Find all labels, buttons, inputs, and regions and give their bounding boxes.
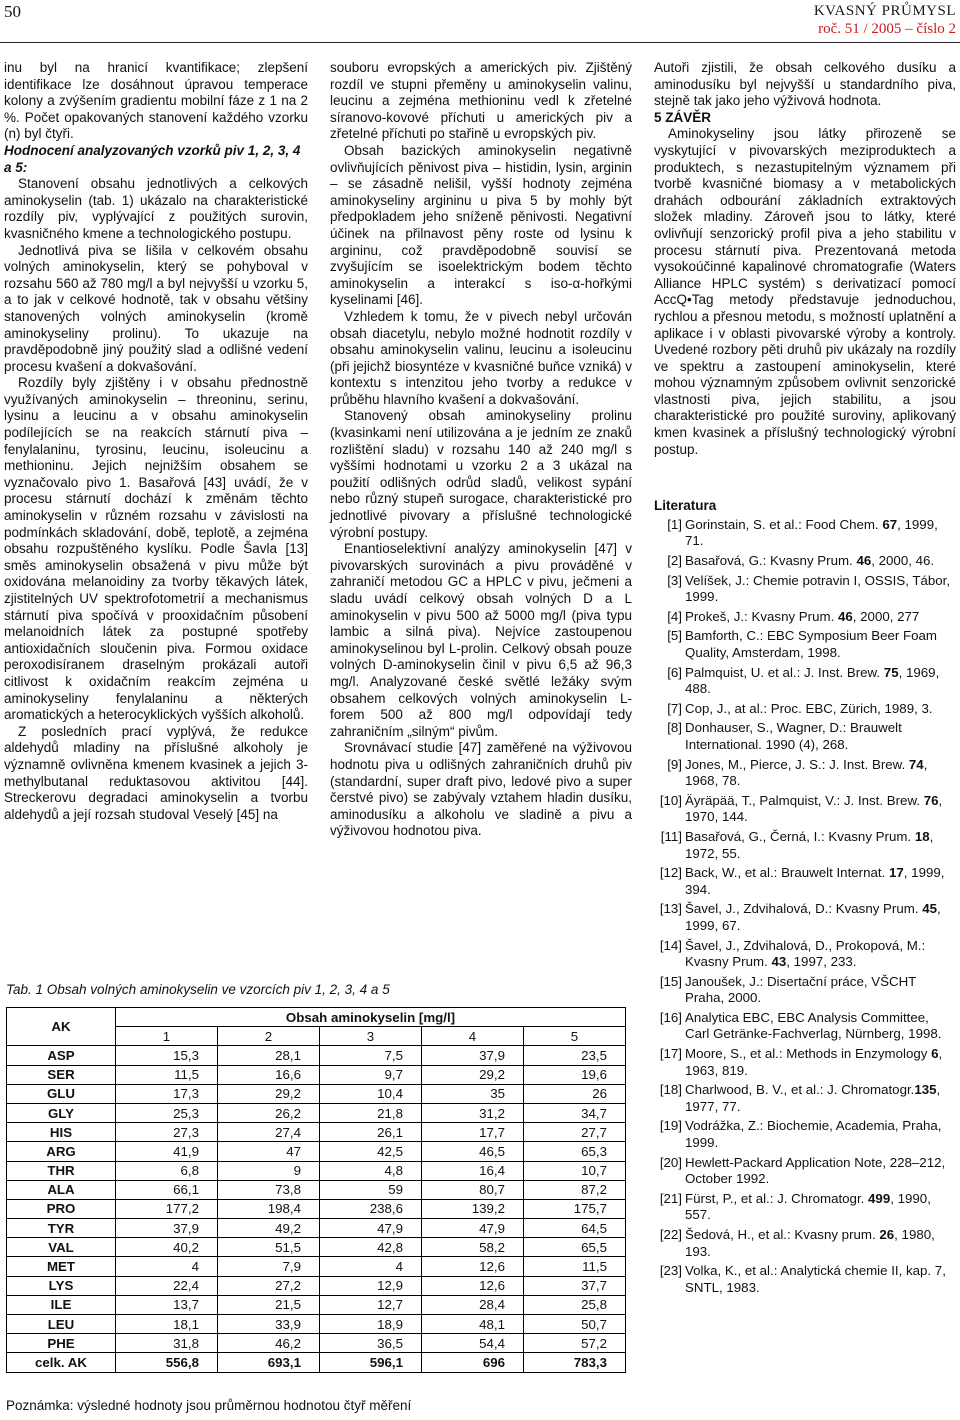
paragraph: souboru evropských a amerických piv. Zjištěný rozdíl ve stupni přeměny u aminokyselin valinu, leucinu a zejména methioninu vedl k zřetelné síranovo-kovové příchuti u amerických piv a zřetelné příchuti po stařině u evropských piv.	[330, 60, 632, 142]
table-cell: 37,7	[524, 1276, 626, 1295]
amino-acid-label: LEU	[7, 1315, 116, 1334]
table-row	[7, 1161, 626, 1180]
table-cell: 12,6	[422, 1276, 524, 1295]
reference-text: Prokeš, J.: Kvasny Prum.	[685, 608, 838, 624]
reference-item	[654, 628, 956, 661]
reference-volume: 135	[914, 1082, 937, 1098]
reference-tail: , 2000, 277	[852, 608, 920, 624]
header-rule	[0, 42, 960, 43]
table-cell: 556,8	[116, 1353, 218, 1372]
table-row	[7, 1219, 626, 1238]
table-header-group: Obsah aminokyselin [mg/l]	[116, 1008, 626, 1027]
reference-volume: 75	[883, 664, 899, 680]
table-cell: 28,1	[218, 1046, 320, 1065]
table-cell: 34,7	[524, 1103, 626, 1122]
reference-text: Charlwood, B. V., et al.: J. Chromatogr.	[685, 1082, 915, 1098]
table-cell: 19,6	[524, 1065, 626, 1084]
table-cell: 28,4	[422, 1295, 524, 1314]
table-cell: 59	[320, 1180, 422, 1199]
journal-issue: roč. 51 / 2005 – číslo 2	[818, 21, 956, 37]
table-cell: 21,5	[218, 1295, 320, 1314]
reference-text: Šedová, H., et al.: Kvasny prum.	[685, 1227, 880, 1242]
table-header-sample: 1	[116, 1027, 218, 1046]
paragraph: Z posledních prací vyplývá, že redukce aldehydů mladiny na příslušné alkoholy je významně ovlivněna kmenem kvasinek a jejich 3-methylbutanal reduktasovou aktivitou [44]. Streckerovu degradaci aminokyselin a tvorbu aldehydů a její rozsah studoval Veselý [45] na	[4, 723, 308, 822]
table-cell: 26	[524, 1084, 626, 1103]
table-cell: 139,2	[422, 1199, 524, 1218]
reference-tail: , 1980, 193.	[685, 1227, 935, 1259]
reference-item	[654, 553, 956, 570]
table-row	[7, 1065, 626, 1084]
section-title: 5 ZÁVĚR	[654, 109, 712, 125]
table-cell: 4	[320, 1257, 422, 1276]
reference-number: [18]	[659, 1082, 682, 1098]
reference-tail: , 1997, 233.	[786, 954, 857, 970]
reference-item	[654, 573, 956, 606]
reference-volume: 46	[856, 553, 872, 569]
reference-number: [16]	[659, 1009, 682, 1025]
table-cell: 58,2	[422, 1238, 524, 1257]
subheading: Hodnocení analyzovaných vzorků piv 1, 2, 3, 4 a 5:	[4, 142, 301, 175]
table-cell: 87,2	[524, 1180, 626, 1199]
table-cell: 35	[422, 1084, 524, 1103]
reference-text: Šavel, J., Zdvihalová, D., Prokopová, M.: Kvasny Prum.	[685, 937, 926, 970]
reference-text: Vodrážka, Z.: Biochemie, Academia, Praha, 1999.	[685, 1118, 942, 1151]
table-header-sample: 2	[218, 1027, 320, 1046]
table-cell: 17,3	[116, 1084, 218, 1103]
reference-item	[654, 1227, 956, 1260]
reference-tail: , 1999, 394.	[685, 865, 945, 897]
table-cell: 26,1	[320, 1123, 422, 1142]
reference-volume: 18	[914, 828, 930, 844]
reference-volume: 17	[888, 865, 904, 881]
reference-text: Jones, M., Pierce, J. S.: J. Inst. Brew.	[685, 756, 909, 772]
table-cell: 696	[422, 1353, 524, 1372]
reference-volume: 67	[882, 516, 898, 532]
amino-acid-table	[6, 1007, 626, 1373]
table-cell: 46,5	[422, 1142, 524, 1161]
references-title: Literatura	[654, 498, 717, 514]
paragraph: Srovnávací studie [47] zaměřené na výživovou hodnotu piva u odlišných zahraničních druhů piv (standardní, super draft pivo, ledové pivo a super čerstvé pivo) se zabývaly vztahem hladin dusíku, aminodusíku a alkoholu ve sladině a pivu a výživovou hodnotou piva.	[330, 740, 632, 839]
table-header-sample: 5	[524, 1027, 626, 1046]
reference-volume: 46	[837, 608, 853, 624]
reference-text: Volka, K., et al.: Analytická chemie II, kap. 7, SNTL, 1983.	[685, 1263, 946, 1295]
table-cell: 9,7	[320, 1065, 422, 1084]
reference-tail: , 1972, 55.	[685, 828, 934, 861]
table-cell: 27,7	[524, 1123, 626, 1142]
table-cell: 22,4	[116, 1276, 218, 1295]
table-cell: 37,9	[422, 1046, 524, 1065]
table-cell: 11,5	[524, 1257, 626, 1276]
table-cell: 29,2	[218, 1084, 320, 1103]
reference-item	[654, 938, 956, 971]
paragraph: Rozdíly byly zjištěny i v obsahu přednostně využívaných aminokyselin – threoninu, serinu, lysinu a leucinu a v obsahu aminokyselin podílejících se na reakcích stárnutí piva – fenylalaninu, tyrosinu, leucinu, isoleucinu a methioninu. Jejich nejnižším obsahem se vyznačovalo pivo 1. Basařová [43] uvádí, že v procesu stárnutí dochází k změnám těchto aminokyselin v různém rozsahu v závislosti na podmínkách skladování, době, teplotě, a zejména obsahu rozpuštěného kyslíku. Podle Šavla [13] směs aminokyselin obsažená v pivu může být oxidována melanoidiny za tvorby těkavých látek, zjistitelných UV spektrofotometrií a mechanismus stárnutí piva spočívá v prooxidačním působení melanoidních látek za postupné spotřeby antioxidačních sloučenin piva. Formou oxidace peroxodisíranem draselným prokázali autoři citlivost k oxidačním reakcím zejména u aminokyseliny fenylalaninu a některých aromatických a heterocyklických vyšších alkoholů.	[4, 375, 308, 723]
table-cell: 50,7	[524, 1315, 626, 1334]
reference-text: Back, W., et al.: Brauwelt Internat.	[685, 865, 889, 881]
table-cell: 175,7	[524, 1199, 626, 1218]
table-row	[7, 1257, 626, 1276]
table-cell: 783,3	[524, 1353, 626, 1372]
table-cell: 18,1	[116, 1315, 218, 1334]
table-row	[7, 1238, 626, 1257]
column-middle	[330, 60, 632, 840]
reference-number: [7]	[667, 700, 682, 716]
reference-number: [13]	[659, 901, 682, 917]
reference-item	[654, 665, 956, 698]
amino-acid-label: ASP	[7, 1046, 116, 1065]
paragraph: Stanovený obsah aminokyseliny prolinu (kvasinkami není utilizována a je jedním ze znaků rozlištění sladu) v rozsahu 140 až 240 mg/l s vyššími hodnotami u vzorku 2 a 3 ukázal na použití odlišných odrůd sladů, velikost sypání nebo různý stupeň surogace, charakteristické pro jednotlivé pivovary a příslušné technologické výrobní postupy.	[330, 408, 632, 540]
table-cell: 27,3	[116, 1123, 218, 1142]
table-cell: 47	[218, 1142, 320, 1161]
table-cell: 7,9	[218, 1257, 320, 1276]
amino-acid-label: THR	[7, 1161, 116, 1180]
amino-acid-label: celk. AK	[7, 1353, 116, 1372]
reference-number: [4]	[667, 608, 682, 624]
reference-volume: 26	[879, 1227, 895, 1242]
reference-item	[654, 609, 956, 626]
reference-text: Donhauser, S., Wagner, D.: Brauwelt International. 1990 (4), 268.	[685, 720, 902, 752]
column-right	[654, 60, 956, 1299]
amino-acid-label: VAL	[7, 1238, 116, 1257]
table-cell: 47,9	[422, 1219, 524, 1238]
reference-list	[654, 517, 956, 1297]
reference-number: [12]	[659, 865, 682, 881]
table-cell: 49,2	[218, 1219, 320, 1238]
reference-number: [17]	[659, 1046, 682, 1062]
reference-tail: , 1999, 67.	[685, 901, 941, 933]
reference-item	[654, 517, 956, 550]
table-cell: 15,3	[116, 1046, 218, 1065]
page-header	[0, 0, 960, 40]
table-row	[7, 1334, 626, 1353]
table-cell: 27,4	[218, 1123, 320, 1142]
table-cell: 48,1	[422, 1315, 524, 1334]
table-cell: 29,2	[422, 1065, 524, 1084]
table-cell: 26,2	[218, 1103, 320, 1122]
table-cell: 41,9	[116, 1142, 218, 1161]
table-header-ak: AK	[7, 1008, 116, 1046]
table-note: Poznámka: výsledné hodnoty jsou průměrnou hodnotou čtyř měření	[6, 1398, 412, 1413]
reference-number: [3]	[667, 572, 682, 588]
table-cell: 23,5	[524, 1046, 626, 1065]
reference-text: Janoušek, J.: Disertační práce, VŠCHT Praha, 2000.	[685, 973, 917, 1006]
reference-text: Hewlett-Packard Application Note, 228–212, October 1992.	[685, 1154, 946, 1187]
table-cell: 27,2	[218, 1276, 320, 1295]
references	[654, 498, 956, 1296]
table-cell: 4	[116, 1257, 218, 1276]
table-cell: 31,8	[116, 1334, 218, 1353]
table-row	[7, 1046, 626, 1065]
reference-number: [8]	[667, 720, 682, 736]
table-cell: 4,8	[320, 1161, 422, 1180]
reference-number: [19]	[659, 1118, 682, 1134]
amino-acid-label: LYS	[7, 1276, 116, 1295]
table-cell: 12,7	[320, 1295, 422, 1314]
reference-item	[654, 1155, 956, 1188]
reference-number: [11]	[660, 828, 682, 844]
table-cell: 65,5	[524, 1238, 626, 1257]
reference-tail: , 1963, 819.	[685, 1046, 943, 1078]
reference-item	[654, 829, 956, 862]
table-cell: 54,4	[422, 1334, 524, 1353]
reference-item	[654, 865, 956, 898]
reference-number: [1]	[667, 516, 682, 532]
table-cell: 73,8	[218, 1180, 320, 1199]
reference-text: Fürst, P., et al.: J. Chromatogr.	[685, 1190, 869, 1206]
table-cell: 16,4	[422, 1161, 524, 1180]
amino-acid-label: PRO	[7, 1199, 116, 1218]
reference-text: Gorinstain, S. et al.: Food Chem.	[685, 516, 883, 532]
table-row	[7, 1103, 626, 1122]
journal-info	[814, 2, 956, 38]
table-cell: 693,1	[218, 1353, 320, 1372]
table-row	[7, 1084, 626, 1103]
reference-number: [20]	[659, 1154, 682, 1170]
reference-volume: 45	[922, 901, 938, 917]
reference-text: Palmquist, U. et al.: J. Inst. Brew.	[685, 664, 884, 680]
column-left	[4, 60, 308, 823]
table-cell: 238,6	[320, 1199, 422, 1218]
table-cell: 66,1	[116, 1180, 218, 1199]
reference-text: Analytica EBC, EBC Analysis Committee, Carl Getränke-Fachverlag, Nürnberg, 1998.	[685, 1009, 942, 1042]
table-cell: 21,8	[320, 1103, 422, 1122]
page-number: 50	[4, 2, 21, 21]
reference-text: Šavel, J., Zdvihalová, D.: Kvasny Prum.	[685, 901, 923, 917]
table-cell: 6,8	[116, 1161, 218, 1180]
table-cell: 36,5	[320, 1334, 422, 1353]
table-cell: 40,2	[116, 1238, 218, 1257]
reference-number: [5]	[667, 628, 682, 644]
reference-volume: 74	[908, 756, 924, 772]
reference-number: [2]	[667, 553, 682, 569]
reference-volume: 6	[931, 1046, 939, 1062]
table-cell: 16,6	[218, 1065, 320, 1084]
reference-text: Basařová, G., Černá, I.: Kvasny Prum.	[685, 828, 915, 844]
reference-item	[654, 901, 956, 934]
table-cell: 42,8	[320, 1238, 422, 1257]
table-row	[7, 1123, 626, 1142]
reference-number: [10]	[659, 792, 682, 808]
table-cell: 177,2	[116, 1199, 218, 1218]
reference-text: Cop, J., at al.: Proc. EBC, Zürich, 1989, 3.	[685, 700, 933, 716]
reference-number: [6]	[667, 664, 682, 680]
reference-tail: , 1969, 488.	[685, 664, 940, 697]
table-cell: 65,3	[524, 1142, 626, 1161]
reference-item	[654, 793, 956, 826]
reference-tail: , 1999, 71.	[685, 516, 938, 549]
amino-acid-label: ARG	[7, 1142, 116, 1161]
table-cell: 80,7	[422, 1180, 524, 1199]
paragraph: inu byl na hranicí kvantifikace; zlepšení identifikace lze dosáhnout úpravou temperace kolony a zvýšením gradientu mobilní fáze z 1 na 2 %. Počet opakovaných stanovení každého vzorku (n) byl čtyři.	[4, 60, 308, 142]
reference-item	[654, 1010, 956, 1043]
table-cell: 42,5	[320, 1142, 422, 1161]
paragraph: Autoři zjistili, že obsah celkového dusíku a aminodusíku byl nejvyšší u standardního piva, stejně tak jako jeho výživová hodnota.	[654, 60, 956, 109]
amino-acid-label: PHE	[7, 1334, 116, 1353]
reference-text: Äyräpää, T., Palmquist, V.: J. Inst. Brew.	[685, 792, 924, 808]
reference-number: [21]	[659, 1190, 682, 1206]
paragraph: Obsah bazických aminokyselin negativně ovlivňujících pěnivost piva – histidin, lysin, arginin – se zásadně nelišil, vyšší hodnoty zejména aminokyseliny argininu u piva 5 by mohly být předpokladem jeho sníženě pěnivosti. Negativní účinek na přilnavost pěny roste od lysinu k argininu, což pravděpodobně souvisí se zvyšujícím se isoelektrickým bodem těchto aminokyselin a interakcí s iso-α-hořkými kyselinami [46].	[330, 142, 632, 308]
table-row	[7, 1315, 626, 1334]
table-cell: 10,7	[524, 1161, 626, 1180]
table-cell: 57,2	[524, 1334, 626, 1353]
reference-number: [15]	[659, 973, 682, 989]
reference-tail: , 1977, 77.	[685, 1082, 941, 1114]
reference-item	[654, 1118, 956, 1151]
table-cell: 12,6	[422, 1257, 524, 1276]
amino-acid-label: GLU	[7, 1084, 116, 1103]
amino-acid-label: ALA	[7, 1180, 116, 1199]
table-body	[7, 1046, 626, 1372]
reference-item	[654, 720, 956, 753]
table-cell: 7,5	[320, 1046, 422, 1065]
reference-tail: , 1990, 557.	[685, 1190, 931, 1223]
table-row	[7, 1142, 626, 1161]
table-cell: 18,9	[320, 1315, 422, 1334]
paragraph: Jednotlivá piva se lišila v celkovém obsahu volných aminokyselin, který se pohyboval v rozsahu 560 až 780 mg/l a byl nejvyšší u vzorku 5, a to jak v celkové hodnotě, tak v obsahu většiny stanovených volných aminokyselin (kromě aminokyseliny prolinu). To ukazuje na pravděpodobně jiný použitý slad a odlišné vedení procesu kvašení a dokvašování.	[4, 242, 308, 374]
amino-acid-label: MET	[7, 1257, 116, 1276]
reference-item	[654, 1082, 956, 1115]
reference-item	[654, 757, 956, 790]
reference-text: Basařová, G.: Kvasny Prum.	[685, 553, 857, 569]
reference-number: [23]	[659, 1263, 682, 1279]
reference-tail: , 1968, 78.	[685, 756, 928, 789]
reference-number: [9]	[667, 756, 682, 772]
paragraph: Stanovení obsahu jednotlivých a celkových aminokyselin (tab. 1) ukázalo na charakteristické rozdíly piv, vyplývající z použitých surovin, kvasničného kmene a technologického postupu.	[4, 176, 308, 241]
table-cell: 10,4	[320, 1084, 422, 1103]
reference-item	[654, 1046, 956, 1079]
table-cell: 25,3	[116, 1103, 218, 1122]
table-caption: Tab. 1 Obsah volných aminokyselin ve vzorcích piv 1, 2, 3, 4 a 5	[6, 982, 390, 997]
reference-item	[654, 701, 956, 718]
table-row	[7, 1199, 626, 1218]
paragraph: Enantioselektivní analýzy aminokyselin [47] v pivovarských surovinách a pivu prováděné v zahraničí metodou GC a HPLC v pivu, ječmeni a sladu uvádí celkový obsah volných D a L aminokyselin v pivu 500 až 5000 mg/l (piva typu lambic a silná piva). Nejvíce zastoupenou aminokyselinou byl L-prolin. Celkový obsah pouze volných D-aminokyselin činil v pivu 6,5 až 96,3 mg/l. Analyzované české světlé ležáky svým obsahem celkových volných aminokyselin L- forem 500 až 800 mg/l odpovídají tedy zahraničním „silným“ pivům.	[330, 541, 632, 739]
table-row	[7, 1295, 626, 1314]
journal-name: KVASNÝ PRŮMYSL	[813, 3, 956, 19]
reference-number: [22]	[659, 1227, 682, 1242]
reference-text: Bamforth, C.: EBC Symposium Beer Foam Quality, Amsterdam, 1998.	[685, 628, 937, 660]
reference-item	[654, 1263, 956, 1296]
paragraph: Vzhledem k tomu, že v pivech nebyl určován obsah diacetylu, nebylo možné hodnotit rozdíly v obsahu aminokyselin valinu, leucinu a isoleucinu (při jejichž biosyntéze v kvasničné buňce vzniká) v kontextu s intenzitou jeho tvorby a redukce v průběhu hlavního kvašení a dokvašování.	[330, 308, 632, 407]
table-cell: 64,5	[524, 1219, 626, 1238]
table-cell: 13,7	[116, 1295, 218, 1314]
table-cell: 12,9	[320, 1276, 422, 1295]
reference-tail: , 1970, 144.	[685, 792, 943, 825]
table-cell: 11,5	[116, 1065, 218, 1084]
table-cell: 37,9	[116, 1219, 218, 1238]
table-cell: 47,9	[320, 1219, 422, 1238]
table-cell: 33,9	[218, 1315, 320, 1334]
table-total-row	[7, 1353, 626, 1372]
table-header-sample: 3	[320, 1027, 422, 1046]
paragraph: Aminokyseliny jsou látky přirozeně se vyskytující v pivovarských meziproduktech a produktech, s nezastupitelným významem při tvorbě kvasničné biomasy a v metabolických drahách odbourání základních extraktových složek mladiny. Zároveň jsou to látky, které ovlivňují senzorický profil piva a jeho stabilitu v procesu stárnutí piva. Prezentovaná metoda vysokoúčinné kapalinové chromatografie (Waters Alliance HPLC systém) s derivatizací pomocí AccQ•Tag metody představuje jednoduchou, rychlou a přesnou metodu, s možností uplatnění a aplikace i v oblasti pivovarské výroby a kontroly. Uvedené rozbory pěti druhů piv ukázaly na rozdíly ve spektru a zastoupení aminokyselin, které mohou významným způsobem ovlivnit senzorické vlastnosti piva, jejich stabilitu, a jsou charakteristické pro použité suroviny, aplikovaný kmen kvasinek a příslušný technologický výrobní postup.	[654, 126, 956, 457]
table-cell: 198,4	[218, 1199, 320, 1218]
reference-text: Moore, S., et al.: Methods in Enzymology	[685, 1046, 932, 1062]
reference-tail: , 2000, 46.	[871, 553, 935, 569]
reference-volume: 76	[923, 792, 939, 808]
reference-item	[654, 1191, 956, 1224]
amino-acid-label: HIS	[7, 1123, 116, 1142]
table-cell: 46,2	[218, 1334, 320, 1353]
table-row	[7, 1276, 626, 1295]
table-row	[7, 1180, 626, 1199]
table-cell: 25,8	[524, 1295, 626, 1314]
table-cell: 31,2	[422, 1103, 524, 1122]
reference-item	[654, 974, 956, 1007]
amino-acid-label: ILE	[7, 1295, 116, 1314]
amino-acid-label: TYR	[7, 1219, 116, 1238]
reference-number: [14]	[659, 937, 682, 953]
reference-text: Velíšek, J.: Chemie potravin I, OSSIS, Tábor, 1999.	[685, 572, 951, 605]
table-cell: 9	[218, 1161, 320, 1180]
table-cell: 51,5	[218, 1238, 320, 1257]
amino-acid-label: SER	[7, 1065, 116, 1084]
table-cell: 596,1	[320, 1353, 422, 1372]
reference-volume: 499	[868, 1190, 891, 1206]
reference-volume: 43	[771, 954, 787, 970]
table-header-sample: 4	[422, 1027, 524, 1046]
amino-acid-label: GLY	[7, 1103, 116, 1122]
table-cell: 17,7	[422, 1123, 524, 1142]
